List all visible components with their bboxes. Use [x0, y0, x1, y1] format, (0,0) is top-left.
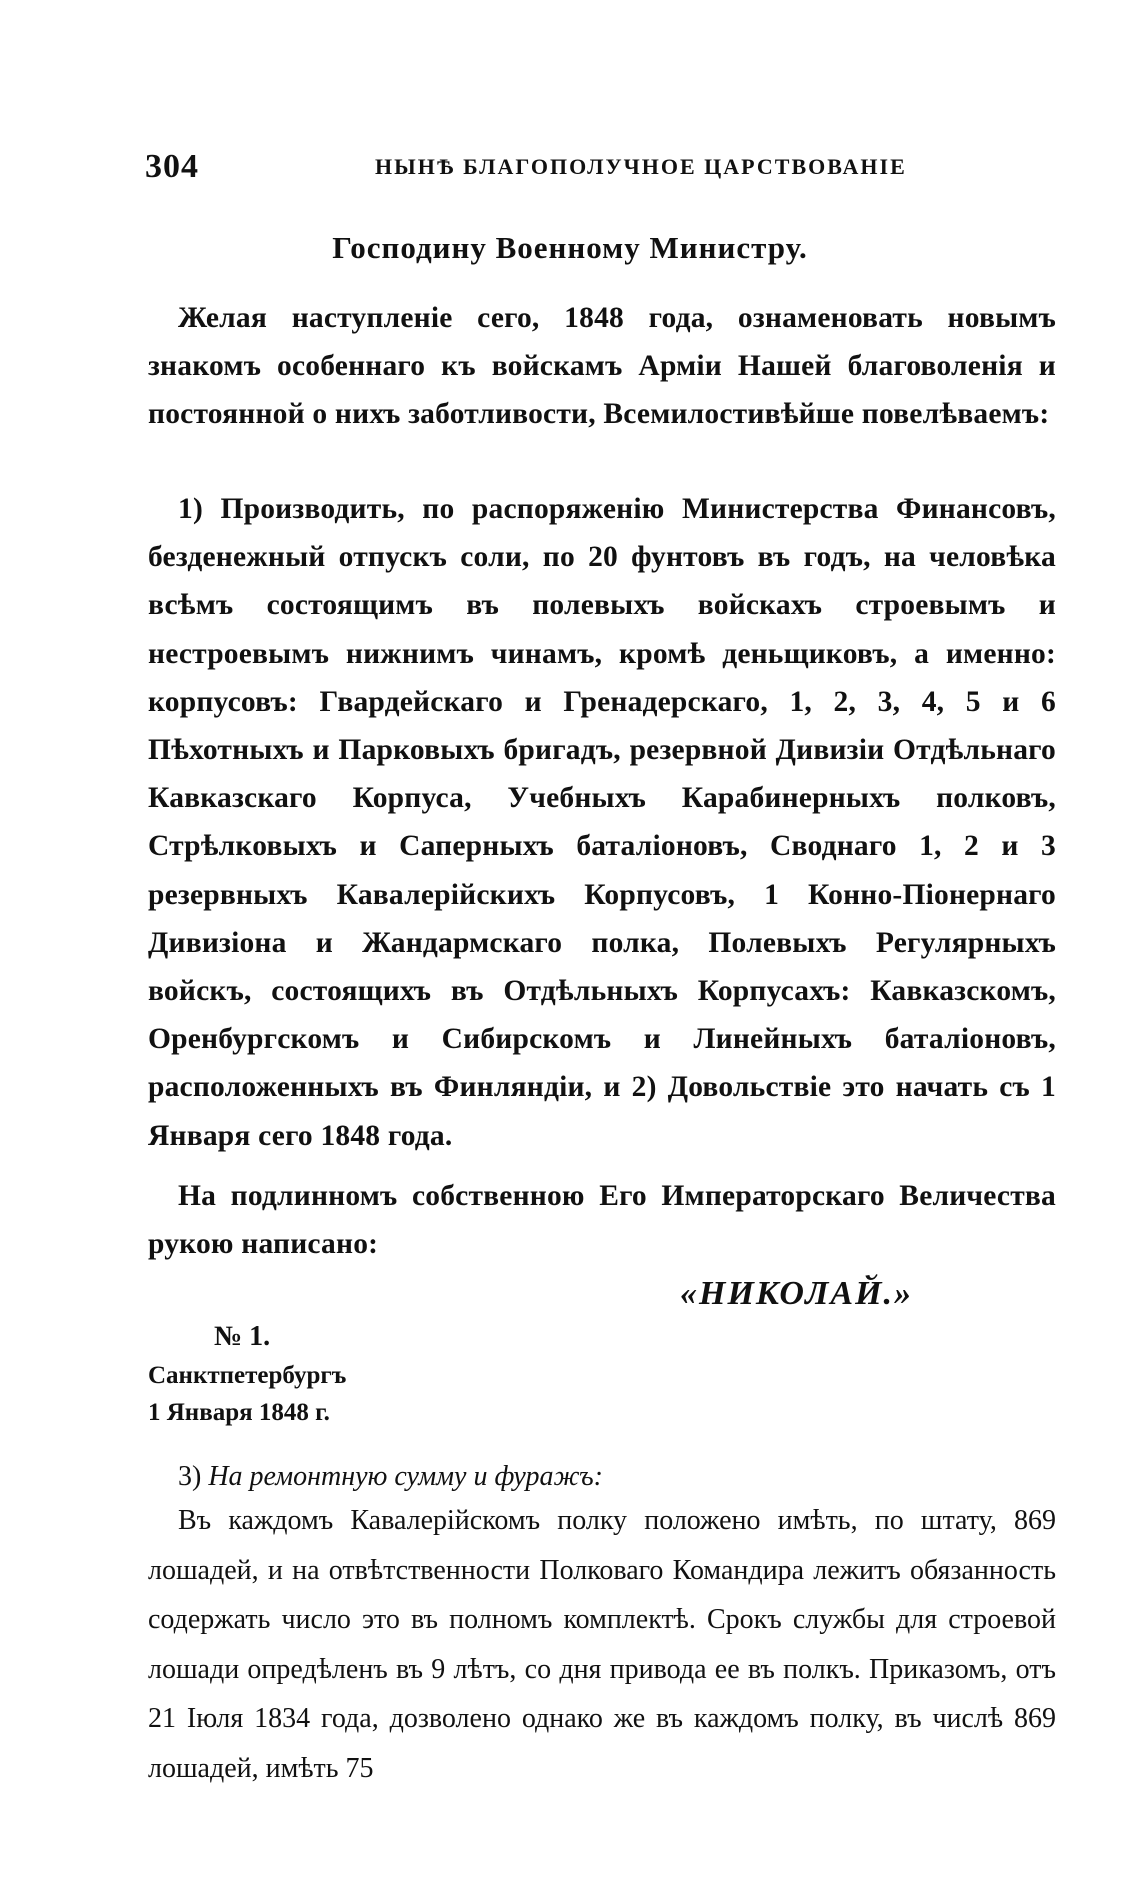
addressee-heading: Господину Военному Министру. [332, 230, 808, 265]
section-title: На ремонтную сумму и фуражъ: [208, 1461, 603, 1492]
decree-intro-text: Желая наступленіе сего, 1848 года, ознаменовать новымъ знакомъ особеннаго къ войскамъ Арміи Нашей благоволенія и постоянной о нихъ заботливости, Всемилостивѣйше повелѣваемъ: [148, 302, 1056, 431]
endorsement-text: На подлинномъ собственною Его Императорскаго Величества рукою написано: [148, 1180, 1056, 1261]
signature: «НИКОЛАЙ.» [680, 1275, 914, 1312]
section-number: 3) [178, 1461, 202, 1492]
decree-provisions-paragraph [148, 485, 1056, 1160]
document-number: № 1. [214, 1321, 271, 1352]
document-date: 1 Января 1848 г. [148, 1399, 330, 1426]
body-paragraph-text: Въ каждомъ Кавалерійскомъ полку положено имѣть, по штату, 869 лошадей, и на отвѣтственности Полковаго Командира лежитъ обязанность содержать число это въ полномъ комплектѣ. Срокъ службы для строевой лошади опредѣленъ въ 9 лѣтъ, со дня привода ее въ полкъ. Приказомъ, отъ 21 Іюля 1834 года, дозволено однако же въ каждомъ полку, въ числѣ 869 лошадей, имѣть 75 [148, 1505, 1056, 1784]
decree-intro-paragraph [148, 294, 1056, 439]
document-place: Санктпетербургъ [148, 1362, 347, 1389]
running-header [145, 148, 1045, 188]
body-paragraph [148, 1496, 1056, 1793]
decree-provisions-text: 1) Производить, по распоряженію Министерства Финансовъ, безденежный отпускъ соли, по 20 фунтовъ въ годъ, на человѣка всѣмъ состоящимъ въ полевыхъ войскахъ строевымъ и нестроевымъ нижнимъ чинамъ, кромѣ деньщиковъ, а именно: корпусовъ: Гвардейскаго и Гренадерскаго, 1, 2, 3, 4, 5 и 6 Пѣхотныхъ и Парковыхъ бригадъ, резервной Дивизіи Отдѣльнаго Кавказскаго Корпуса, Учебныхъ Карабинерныхъ полковъ, Стрѣлковыхъ и Саперныхъ баталіоновъ, Своднаго 1, 2 и 3 резервныхъ Кавалерійскихъ Корпусовъ, 1 Конно-Піонернаго Дивизіона и Жандармскаго полка, Полевыхъ Регулярныхъ войскъ, состоящихъ въ Отдѣльныхъ Корпусахъ: Кавказскомъ, Оренбургскомъ и Сибирскомъ и Линейныхъ баталіоновъ, расположенныхъ въ Финляндіи, и 2) Довольствіе это начать съ 1 Января сего 1848 года. [148, 493, 1056, 1152]
endorsement-paragraph [148, 1172, 1056, 1268]
running-title: НЫНѢ БЛАГОПОЛУЧНОЕ ЦАРСТВОВАНІЕ [375, 154, 907, 179]
page-number: 304 [145, 148, 199, 185]
section-heading [178, 1461, 603, 1493]
